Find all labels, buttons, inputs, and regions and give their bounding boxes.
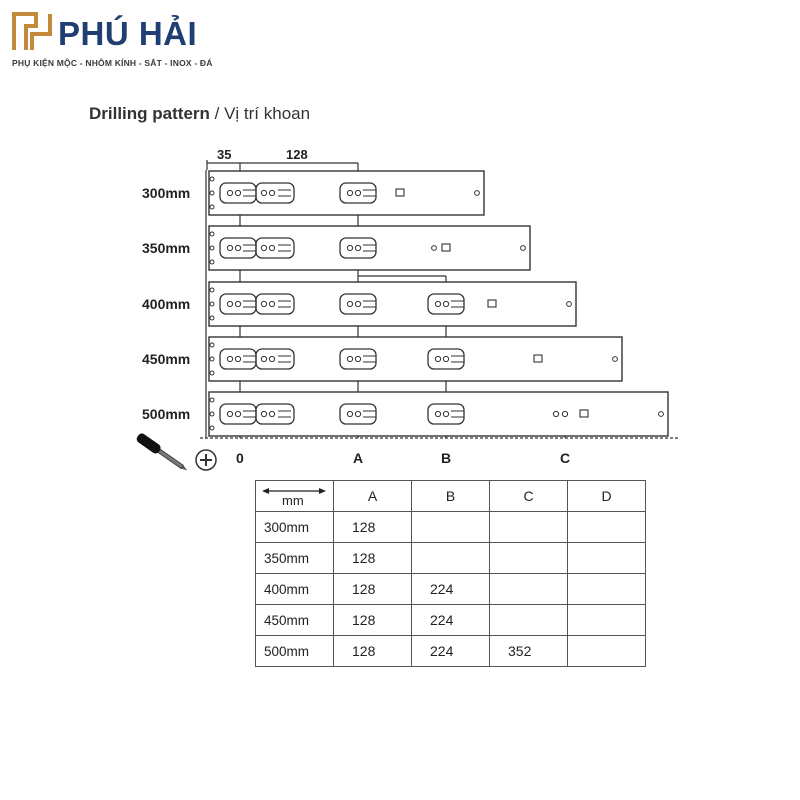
rail-label: 400mm [142,296,191,312]
row-val-b [412,512,490,543]
header-unit-label: mm [282,493,304,508]
rail-300mm [142,171,484,215]
row-val-c [490,512,568,543]
row-val-b: 224 [412,574,490,605]
row-val-d [568,605,646,636]
row-val-c [490,605,568,636]
row-val-c: 352 [490,636,568,667]
dim-128: 128 [286,147,308,162]
row-val-d [568,543,646,574]
table-row [256,574,646,605]
row-val-a: 128 [334,512,412,543]
screwdriver-icon [135,432,190,475]
rail-500mm [142,392,668,436]
pos-label-a: A [353,450,364,466]
row-val-b [412,543,490,574]
rail-label: 300mm [142,185,191,201]
row-size: 350mm [256,543,334,574]
row-val-d [568,636,646,667]
rail-label: 500mm [142,406,191,422]
row-val-d [568,574,646,605]
row-size: 450mm [256,605,334,636]
table-row [256,605,646,636]
row-val-c [490,574,568,605]
rail-350mm [142,226,530,270]
header-unit-cell [256,481,334,512]
table-row [256,636,646,667]
header-col-c: C [490,481,568,512]
title-rest: / Vị trí khoan [209,104,311,123]
brand-tagline: PHỤ KIỆN MỘC - NHÔM KÍNH - SẮT - INOX - ĐÁ [12,58,213,68]
rail-450mm [142,337,622,381]
row-val-c [490,543,568,574]
row-val-a: 128 [334,574,412,605]
row-val-d [568,512,646,543]
title-bold: Drilling pattern [89,104,210,123]
rails-group [142,171,668,436]
rail-400mm [142,282,576,326]
header-col-d: D [568,481,646,512]
row-size: 300mm [256,512,334,543]
row-val-a: 128 [334,605,412,636]
dim-35: 35 [217,147,232,162]
row-val-a: 128 [334,636,412,667]
row-val-a: 128 [334,543,412,574]
row-size: 500mm [256,636,334,667]
header-col-b: B [412,481,490,512]
rail-label: 450mm [142,351,191,367]
row-val-b: 224 [412,605,490,636]
screw-head-icon [196,450,216,470]
pos-label-0: 0 [236,450,244,466]
rail-label: 350mm [142,240,191,256]
brand-name: PHÚ HẢI [58,15,198,52]
pos-label-c: C [560,450,571,466]
row-val-b: 224 [412,636,490,667]
pos-label-b: B [441,450,452,466]
table-row [256,543,646,574]
header-col-a: A [334,481,412,512]
spacing-table [255,480,646,667]
table-row [256,512,646,543]
row-size: 400mm [256,574,334,605]
table-header-row [256,481,646,512]
